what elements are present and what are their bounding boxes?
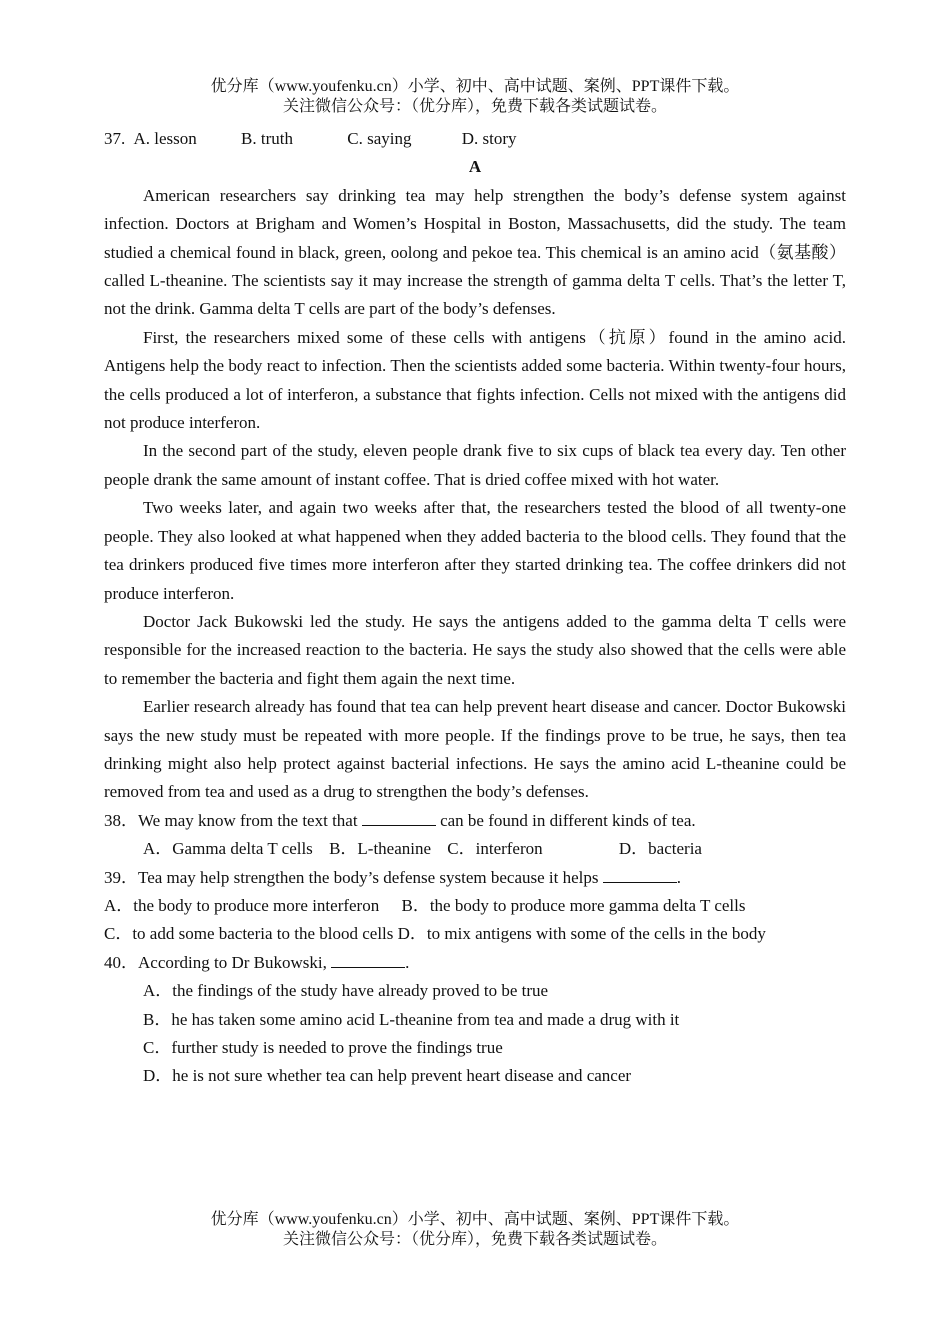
passage-paragraph: Doctor Jack Bukowski led the study. He says the antigens added to the gamma delta T cells were responsible for the increased reaction to the bacteria. He says the study also showed that the cells were able to remember the bacteria and fight them again the next time. [104,611,846,688]
q40-option-b: B．he has taken some amino acid L-theanine from tea and made a drug with it [143,1009,680,1029]
q37-option-c: C. saying [347,129,412,148]
q38-option-d: D．bacteria [618,839,702,859]
q39-stem-end: . [676,867,682,887]
q39-option-b: B．the body to produce more gamma delta T cells [401,895,746,915]
q38-option-c: C．interferon [447,839,543,859]
passage-paragraph: In the second part of the study, eleven people drank five to six cups of black tea every day. Ten other people drank the same amount of instant coffee. That is dried coffee mixed with hot water. [104,441,846,489]
passage-paragraph: American researchers say drinking tea may help strengthen the body’s defense system against infection. Doctors at Brigham and Women’s Hospital in Boston, Massachusetts, did the study. The team studied a chemical found in black, green, oolong and pekoe tea. This chemical is an amino acid（氨基酸）called L-theanine. The scientists say it may increase the strength of gamma delta T cells. That’s the letter T, not the drink. Gamma delta T cells are part of the body’s defenses. [104,185,846,319]
q38-stem-start: 38．We may know from the text that [104,810,362,830]
q40-option-c: C．further study is needed to prove the findings true [143,1038,503,1057]
question-39-options-ab [104,892,846,920]
header-line-1: 优分库（www.youfenku.cn）小学、初中、高中试题、案例、PPT课件下载。 [210,78,740,95]
page-footer [0,1210,950,1250]
q39-options-cd: C．to add some bacteria to the blood cells D．to mix antigens with some of the cells in the body [104,924,766,944]
exam-content [104,125,846,1091]
answer-blank [331,953,405,968]
page-header [0,77,950,117]
answer-blank [603,868,677,883]
passage-paragraph: First, the researchers mixed some of these cells with antigens（抗原）found in the amino acid. Antigens help the body react to infection. Then the scientists added some bacteria. Within twenty-four hours, the cells produced a lot of interferon, a substance that fights infection. Cells not mixed with the antigens did not produce interferon. [104,327,846,433]
question-38-stem [104,807,846,835]
q39-stem-start: 39．Tea may help strengthen the body’s defense system because it helps [104,867,603,887]
q39-option-a: A．the body to produce more interferon [104,895,380,915]
footer-line-2: 关注微信公众号：（优分库），免费下载各类试题试卷。 [282,1231,667,1248]
q40-option-a: A．the findings of the study have already proved to be true [143,981,549,1001]
passage-paragraph: Earlier research already has found that tea can help prevent heart disease and cancer. Doctor Bukowski says the new study must be repeated with more people. If the findings prove to be true, he says, then tea drinking might also help protect against bacterial infections. He says the amino acid L-theanine could be removed from tea and used as a drug to strengthen the body’s defenses. [104,697,846,802]
q40-stem-end: . [405,952,410,972]
question-38-options [104,835,846,863]
q37-number: 37. [104,129,126,148]
header-line-2: 关注微信公众号：（优分库），免费下载各类试题试卷。 [282,98,667,115]
q37-option-a: A. lesson [133,129,197,148]
passage-title: A [468,157,482,177]
footer-line-1: 优分库（www.youfenku.cn）小学、初中、高中试题、案例、PPT课件下载。 [210,1211,740,1228]
q38-option-a: A．Gamma delta T cells [143,839,313,859]
q40-option-d: D．he is not sure whether tea can help prevent heart disease and cancer [143,1066,632,1086]
q37-option-d: D. story [461,129,517,148]
question-39-stem [104,864,846,892]
q40-stem-start: 40．According to Dr Bukowski, [104,952,332,972]
q38-option-b: B．L-theanine [329,839,432,859]
q37-option-b: B. truth [241,129,293,148]
passage-paragraph: Two weeks later, and again two weeks after that, the researchers tested the blood of all twenty-one people. They also looked at what happened when they added bacteria to the blood cells. They found that the tea drinkers produced five times more interferon after they started drinking tea. The coffee drinkers did not produce interferon. [104,498,846,603]
q38-stem-end: can be found in different kinds of tea. [435,810,696,830]
question-37 [104,125,846,153]
answer-blank [362,811,436,826]
question-40-stem [104,949,846,977]
